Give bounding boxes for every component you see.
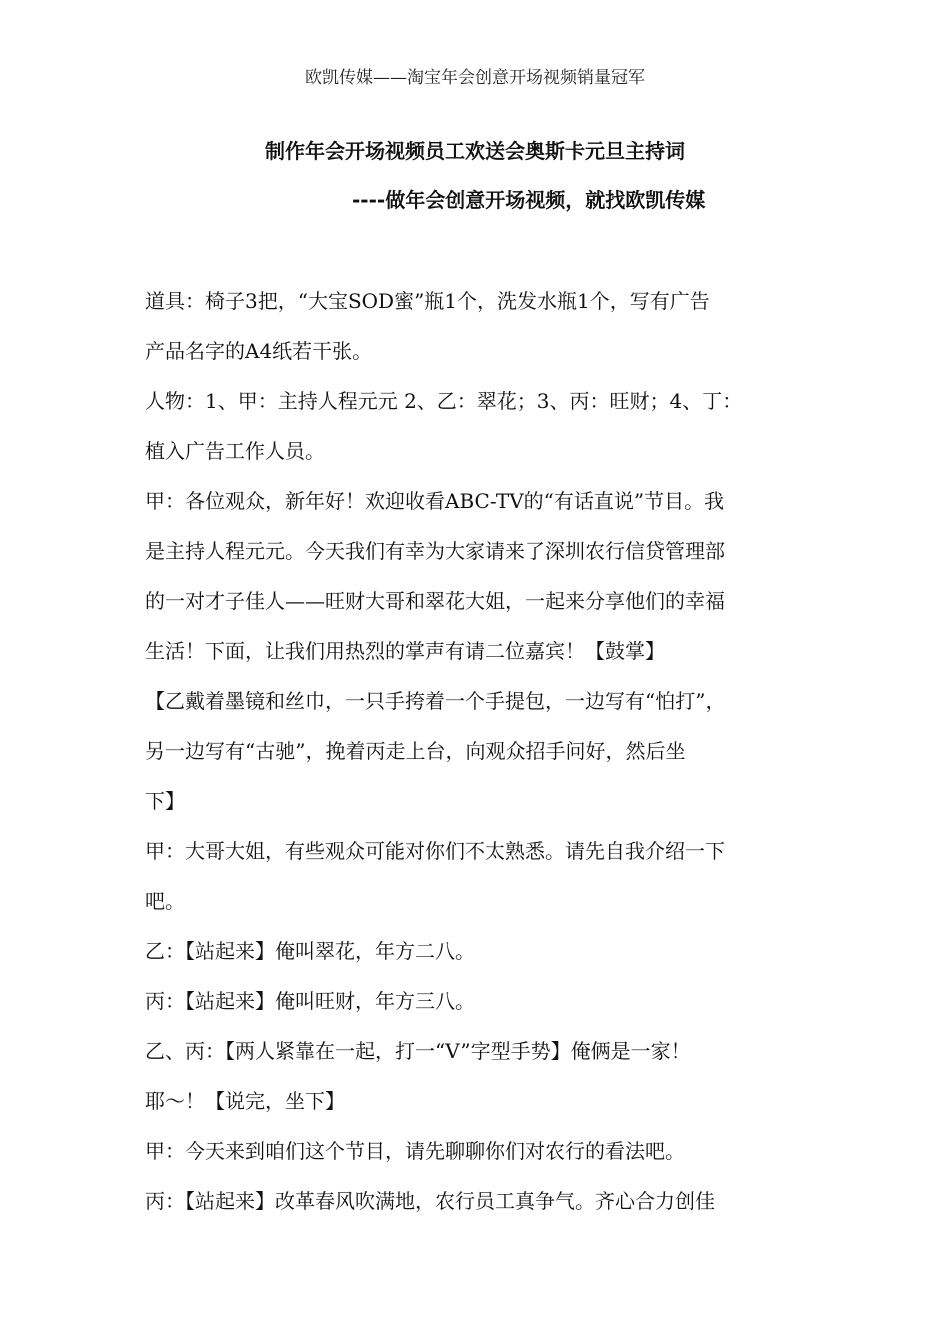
page-header: 欧凯传媒——淘宝年会创意开场视频销量冠军: [305, 68, 645, 88]
text-line: 丙：【站起来】改革春风吹满地，农行员工真争气。齐心合力创佳: [145, 1189, 715, 1213]
text-line: 的一对才子佳人——旺财大哥和翠花大姐，一起来分享他们的幸福: [145, 589, 725, 613]
text-line: 耶～！【说完，坐下】: [145, 1089, 345, 1113]
text-line: 【乙戴着墨镜和丝巾，一只手挎着一个手提包，一边写有“怕打”，: [145, 689, 726, 713]
text-line: 丙：【站起来】俺叫旺财，年方三八。: [145, 989, 475, 1013]
text-line: 甲：各位观众，新年好！欢迎收看ABC-TV的“有话直说”节目。我: [145, 489, 725, 513]
text-line: 甲：今天来到咱们这个节目，请先聊聊你们对农行的看法吧。: [145, 1139, 685, 1163]
text-line: 人物：1、甲：主持人程元元 2、乙：翠花；3、丙：旺财；4、丁：: [145, 389, 743, 413]
text-line: 甲：大哥大姐，有些观众可能对你们不太熟悉。请先自我介绍一下: [145, 839, 725, 863]
text-line: 另一边写有“古驰”，挽着丙走上台，向观众招手问好，然后坐: [145, 739, 686, 763]
text-line: 是主持人程元元。今天我们有幸为大家请来了深圳农行信贷管理部: [145, 539, 725, 563]
text-line: 生活！下面，让我们用热烈的掌声有请二位嘉宾！【鼓掌】: [145, 639, 665, 663]
text-line: 下】: [145, 789, 185, 813]
script-body: [145, 276, 810, 1226]
text-line: 产品名字的A4纸若干张。: [145, 339, 373, 363]
document-title: 制作年会开场视频员工欢送会奥斯卡元旦主持词: [265, 139, 685, 163]
document-subtitle: ----做年会创意开场视频，就找欧凯传媒: [352, 188, 706, 212]
text-line: 乙、丙：【两人紧靠在一起，打一“V”字型手势】俺俩是一家！: [145, 1039, 691, 1063]
text-line: 乙：【站起来】俺叫翠花，年方二八。: [145, 939, 475, 963]
text-line: 道具：椅子3把，“大宝SOD蜜”瓶1个，洗发水瓶1个，写有广告: [145, 289, 710, 313]
text-line: 植入广告工作人员。: [145, 439, 325, 463]
text-line: 吧。: [145, 889, 185, 913]
